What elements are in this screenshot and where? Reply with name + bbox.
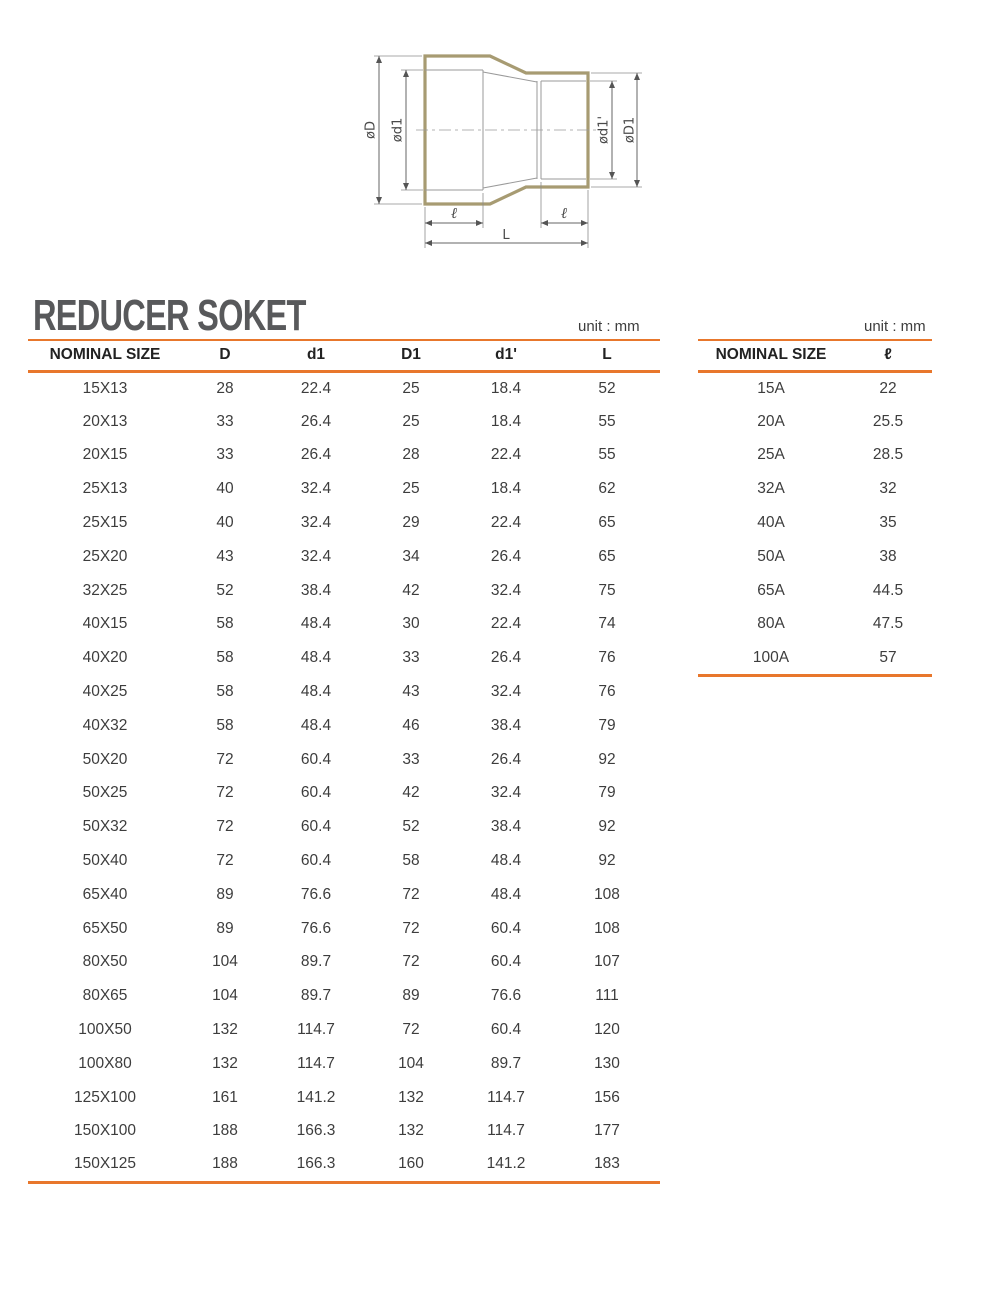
table-cell: 18.4 [490, 379, 522, 397]
table-row [28, 878, 660, 912]
table-cell: 26.4 [300, 446, 332, 464]
table-cell: 50X32 [82, 818, 128, 836]
table-row [28, 1115, 660, 1149]
table-cell: 22.4 [300, 379, 332, 397]
table-row [28, 371, 660, 405]
table-cell: 22.4 [490, 446, 522, 464]
table-row [28, 472, 660, 506]
table-row [28, 1013, 660, 1047]
table-cell: 25 [402, 412, 420, 430]
table-row [28, 1081, 660, 1115]
table-cell: 65X50 [82, 919, 128, 937]
table-cell: 114.7 [487, 1122, 525, 1140]
table-cell: 125X100 [73, 1088, 137, 1106]
table-cell: 160 [398, 1155, 424, 1173]
table-row [28, 506, 660, 540]
table-row [698, 641, 932, 675]
table-cell: 156 [594, 1088, 620, 1106]
table-header-row [28, 340, 660, 371]
table-cell: 111 [595, 987, 619, 1005]
table-cell: 40 [216, 480, 234, 498]
table-cell: 76.6 [300, 919, 332, 937]
table-cell: 120 [594, 1021, 620, 1039]
table-row [698, 472, 932, 506]
table-row [28, 912, 660, 946]
table-cell: 89 [402, 987, 420, 1005]
column-header: D [219, 346, 231, 364]
column-header: D1 [401, 346, 421, 364]
table-cell: 32 [879, 480, 897, 498]
table-cell: 34 [402, 547, 420, 565]
table-cell: 25X15 [82, 514, 128, 532]
table-row [698, 439, 932, 473]
table-cell: 79 [598, 716, 616, 734]
table-cell: 35 [879, 514, 897, 532]
table-cell: 32.4 [490, 784, 522, 802]
table-body [698, 371, 932, 675]
table-cell: 46 [402, 716, 420, 734]
table-cell: 132 [398, 1122, 424, 1140]
table-cell: 15X13 [82, 379, 128, 397]
table-row [28, 743, 660, 777]
table-cell: 108 [594, 885, 620, 903]
table-cell: 32A [757, 480, 785, 498]
table-cell: 28 [216, 379, 234, 397]
table-cell: 48.4 [300, 716, 332, 734]
table-row [28, 540, 660, 574]
table-cell: 141.2 [486, 1155, 526, 1173]
table-cell: 28 [402, 446, 420, 464]
table-cell: 132 [212, 1054, 238, 1072]
dim-label-ell-right: ℓ [560, 204, 568, 222]
table-cell: 89.7 [490, 1054, 522, 1072]
table-cell: 26.4 [490, 547, 522, 565]
table-cell: 76.6 [490, 987, 522, 1005]
table-cell: 114.7 [297, 1054, 335, 1072]
table-row [698, 506, 932, 540]
table-cell: 48.4 [490, 885, 522, 903]
table-cell: 107 [594, 953, 620, 971]
table-row [698, 608, 932, 642]
table-cell: 50A [757, 547, 785, 565]
table-cell: 100X80 [78, 1054, 132, 1072]
table-row [28, 946, 660, 980]
table-cell: 20X15 [82, 446, 128, 464]
table-cell: 40X15 [82, 615, 128, 633]
table-row [698, 574, 932, 608]
table-row [698, 405, 932, 439]
table-cell: 65X40 [82, 885, 128, 903]
table-cell: 80X50 [82, 953, 128, 971]
table-cell: 29 [402, 514, 420, 532]
table-cell: 44.5 [872, 581, 904, 599]
table-cell: 33 [402, 750, 420, 768]
table-cell: 52 [216, 581, 234, 599]
table-cell: 40X32 [82, 716, 128, 734]
table-cell: 58 [402, 852, 420, 870]
table-cell: 48.4 [300, 649, 332, 667]
table-cell: 92 [598, 818, 616, 836]
table-cell: 18.4 [490, 480, 522, 498]
table-cell: 132 [212, 1021, 238, 1039]
table-cell: 40X25 [82, 683, 128, 701]
table-cell: 89 [216, 885, 234, 903]
table-cell: 177 [594, 1122, 620, 1140]
table-cell: 47.5 [872, 615, 904, 633]
table-cell: 72 [216, 750, 234, 768]
table-cell: 55 [598, 412, 616, 430]
table-body [28, 371, 660, 1182]
table-cell: 92 [598, 750, 616, 768]
column-header: d1' [495, 346, 517, 364]
table-cell: 48.4 [300, 683, 332, 701]
table-cell: 33 [216, 446, 234, 464]
table-cell: 166.3 [296, 1122, 336, 1140]
table-cell: 25A [757, 446, 785, 464]
dim-label-phi-d1: ød1 [390, 117, 406, 143]
table-cell: 72 [402, 885, 420, 903]
table-cell: 28.5 [872, 446, 904, 464]
table-cell: 108 [594, 919, 620, 937]
table-cell: 58 [216, 615, 234, 633]
table-cell: 33 [402, 649, 420, 667]
column-header: L [602, 346, 612, 364]
table-cell: 43 [402, 683, 420, 701]
table-row [28, 1148, 660, 1182]
table-cell: 89 [216, 919, 234, 937]
table-cell: 79 [598, 784, 616, 802]
table-cell: 18.4 [490, 412, 522, 430]
table-cell: 62 [598, 480, 616, 498]
table-cell: 72 [402, 919, 420, 937]
reducer-socket-diagram [330, 30, 670, 270]
table-cell: 74 [598, 615, 616, 633]
table-row [28, 405, 660, 439]
table-cell: 60.4 [490, 1021, 522, 1039]
table-cell: 72 [216, 818, 234, 836]
table-cell: 20A [757, 412, 785, 430]
table-cell: 52 [402, 818, 420, 836]
table-cell: 32.4 [490, 581, 522, 599]
table-cell: 40A [757, 514, 785, 532]
column-header: NOMINAL SIZE [715, 346, 827, 364]
table-cell: 32X25 [82, 581, 128, 599]
table-cell: 43 [216, 547, 234, 565]
table-cell: 72 [216, 784, 234, 802]
table-cell: 130 [594, 1054, 620, 1072]
table-row [28, 844, 660, 878]
table-cell: 60.4 [300, 852, 332, 870]
table-row [28, 608, 660, 642]
table-cell: 60.4 [490, 953, 522, 971]
table-cell: 40 [216, 514, 234, 532]
table-row [28, 574, 660, 608]
table-cell: 40X20 [82, 649, 128, 667]
column-header: ℓ [884, 346, 892, 364]
table-row [28, 439, 660, 473]
dim-label-phi-d-outer: øD [363, 121, 379, 139]
table-cell: 65 [598, 514, 616, 532]
table-cell: 50X40 [82, 852, 128, 870]
table-cell: 57 [879, 648, 897, 666]
table-cell: 141.2 [296, 1088, 336, 1106]
table-cell: 58 [216, 683, 234, 701]
table-cell: 32.4 [300, 514, 332, 532]
table-cell: 32.4 [300, 547, 332, 565]
table-cell: 60.4 [300, 818, 332, 836]
table-cell: 60.4 [490, 919, 522, 937]
table-cell: 188 [212, 1122, 238, 1140]
table-cell: 104 [212, 953, 238, 971]
table-cell: 58 [216, 716, 234, 734]
column-header: NOMINAL SIZE [49, 346, 161, 364]
table-cell: 25.5 [872, 412, 904, 430]
table-cell: 38.4 [490, 716, 522, 734]
table-cell: 38 [879, 547, 897, 565]
table-cell: 183 [594, 1155, 620, 1173]
table-cell: 104 [212, 987, 238, 1005]
table-cell: 22.4 [490, 615, 522, 633]
table-cell: 52 [598, 379, 616, 397]
table-row [28, 810, 660, 844]
table-cell: 150X125 [73, 1155, 137, 1173]
table-cell: 26.4 [490, 649, 522, 667]
table-cell: 32.4 [300, 480, 332, 498]
table-cell: 76.6 [300, 885, 332, 903]
table-cell: 48.4 [490, 852, 522, 870]
table-cell: 30 [402, 615, 420, 633]
table-cell: 161 [212, 1088, 238, 1106]
table-cell: 80A [757, 615, 785, 633]
table-cell: 42 [402, 784, 420, 802]
page-title: REDUCER SOKET [33, 291, 306, 340]
table-cell: 25X20 [82, 547, 128, 565]
table-cell: 38.4 [300, 581, 332, 599]
table-cell: 22.4 [490, 514, 522, 532]
dimension-lines [379, 56, 637, 243]
table-cell: 65A [757, 581, 785, 599]
table-row [28, 675, 660, 709]
socket-depth-table [698, 339, 932, 677]
table-cell: 80X65 [82, 987, 128, 1005]
table-cell: 42 [402, 581, 420, 599]
table-cell: 114.7 [297, 1021, 335, 1039]
table-cell: 89.7 [300, 953, 332, 971]
table-cell: 25 [402, 480, 420, 498]
table-cell: 166.3 [296, 1155, 336, 1173]
table-cell: 114.7 [487, 1088, 525, 1106]
dim-label-ell-left: ℓ [450, 204, 458, 222]
table-cell: 150X100 [73, 1122, 137, 1140]
table-cell: 25 [402, 379, 420, 397]
table-cell: 65 [598, 547, 616, 565]
dim-label-phi-d1-prime: ød1' [596, 115, 612, 145]
table-row [28, 777, 660, 811]
table-cell: 100X50 [78, 1021, 132, 1039]
table-row [698, 371, 932, 405]
table-cell: 60.4 [300, 750, 332, 768]
table-cell: 22 [879, 379, 897, 397]
unit-label-side: unit : mm [864, 318, 926, 335]
table-cell: 58 [216, 649, 234, 667]
table-cell: 100A [752, 648, 790, 666]
column-header: d1 [306, 346, 326, 364]
table-cell: 38.4 [490, 818, 522, 836]
table-cell: 25X13 [82, 480, 128, 498]
table-cell: 89.7 [300, 987, 332, 1005]
table-cell: 132 [398, 1088, 424, 1106]
table-cell: 188 [212, 1155, 238, 1173]
table-row [28, 641, 660, 675]
table-cell: 26.4 [300, 412, 332, 430]
table-cell: 104 [398, 1054, 424, 1072]
extension-lines [374, 56, 642, 248]
table-cell: 20X13 [82, 412, 128, 430]
table-cell: 72 [216, 852, 234, 870]
table-cell: 75 [598, 581, 616, 599]
dim-label-length: L [502, 228, 510, 243]
table-cell: 76 [598, 683, 616, 701]
table-row [698, 540, 932, 574]
table-cell: 55 [598, 446, 616, 464]
table-cell: 26.4 [490, 750, 522, 768]
unit-label-main: unit : mm [578, 318, 640, 335]
dim-label-phi-D1: øD1 [622, 116, 638, 144]
table-header-row [698, 340, 932, 371]
table-cell: 32.4 [490, 683, 522, 701]
table-cell: 33 [216, 412, 234, 430]
table-cell: 15A [757, 379, 785, 397]
table-cell: 50X25 [82, 784, 128, 802]
table-cell: 92 [598, 852, 616, 870]
table-cell: 48.4 [300, 615, 332, 633]
dimensions-table [28, 339, 660, 1184]
table-cell: 72 [402, 1021, 420, 1039]
table-cell: 50X20 [82, 750, 128, 768]
table-row [28, 709, 660, 743]
table-row [28, 1047, 660, 1081]
table-cell: 60.4 [300, 784, 332, 802]
table-row [28, 979, 660, 1013]
table-cell: 76 [598, 649, 616, 667]
table-cell: 72 [402, 953, 420, 971]
